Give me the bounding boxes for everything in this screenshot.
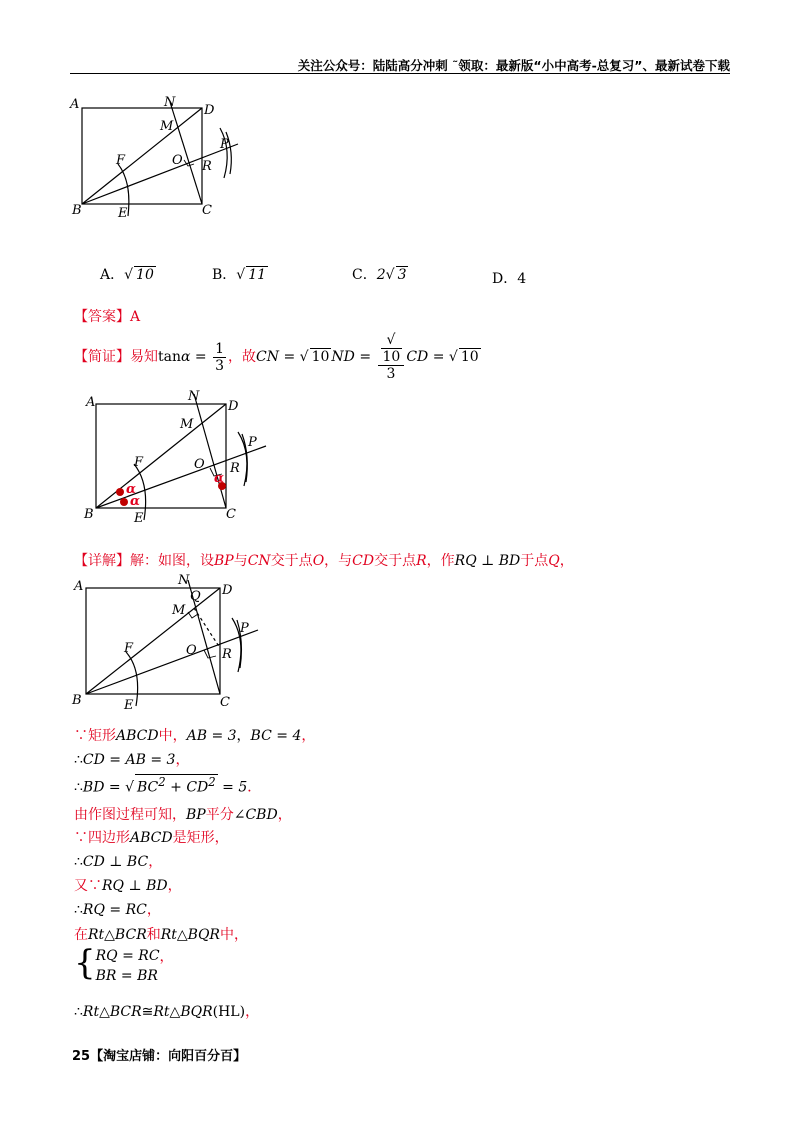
figure-1 [60,92,260,222]
fig1-label-o: O [172,153,183,168]
fig2-label-f: F [134,455,144,470]
proof-line-8: ∴RQ = RC， [74,902,161,918]
fig1-label-c: C [202,203,212,218]
option-a: A．√ 10 [100,267,154,283]
proof-line-10: { RQ = RC BR = BR ， [74,943,174,984]
fig3-label-m: M [172,603,186,618]
fig2-alpha-1: α [126,482,137,497]
fig1-label-f: F [116,153,126,168]
fig2-label-a: A [86,395,96,410]
detail-line: 【详解】解：如图，设BP与CN交于点O，与CD交于点R，作RQ ⊥ BD于点Q， [74,553,574,569]
proof-line-2: ∴CD = AB = 3， [74,752,190,768]
fig2-alpha-3: α [214,471,225,486]
fig3-label-p: P [240,621,249,636]
proof-line-1: ∵矩形ABCD中，AB = 3，BC = 4， [74,728,316,744]
answer-line: 【答案】A [74,309,141,325]
fig3-label-c: C [220,695,230,710]
fig1-label-r: R [202,159,212,174]
line-bp [82,144,238,204]
fig3-label-b: B [72,693,82,708]
proof-line-9: 在Rt△BCR和Rt△BQR中， [74,927,248,943]
brief-proof-line: 【简证】易知tanα = $\frac{1}{3}$ ，故CN = √ 10 ND = √ 10 3 CD = √ 10 [74,332,479,382]
figure-2 [80,390,280,525]
header-rule [70,73,730,74]
proof-line-4: 由作图过程可知，BP平分∠CBD， [74,807,292,823]
proof-line-7: 又∵RQ ⊥ BD， [74,878,182,894]
option-d: D．4 [492,271,527,287]
shop-name: 【淘宝店铺：向阳百分百】 [90,1049,247,1064]
fig1-label-p: P [220,137,229,152]
arc-p [220,128,227,178]
proof-line-11: ∴Rt△BCR≅Rt△BQR(HL)， [74,1004,260,1020]
page-footer [72,1045,246,1064]
fig1-label-m: M [160,119,174,134]
fig2-alpha-2: α [130,494,141,509]
fig3-label-r: R [222,647,232,662]
fig1-label-a: A [70,97,80,112]
fig3-label-d: D [222,583,233,598]
figure-3 [60,572,270,712]
fig2-label-r: R [230,461,240,476]
fig1-label-e: E [118,206,128,221]
option-c: C．2√ 3 [352,267,407,283]
fig1-label-d: D [204,103,215,118]
fig3-label-q: Q [190,589,201,604]
option-b: B．√ 11 [212,267,267,283]
fig1-label-n: N [164,95,176,110]
fig2-label-e: E [134,511,144,525]
fig2-label-c: C [226,507,236,522]
page-header: 关注公众号：陆陆高分冲刺 ˜领取：最新版“小中高考-总复习”、最新试卷下载 [297,58,730,73]
fig2-label-p: P [248,435,257,450]
page-number: 25 [72,1049,91,1064]
fig2-label-o: O [194,457,205,472]
fig2-label-b: B [84,507,94,522]
fig3-label-e: E [124,698,134,712]
diagonal-bd [82,108,202,204]
fig2-label-n: N [188,390,200,404]
fig3-label-n: N [178,573,190,588]
proof-line-6: ∴CD ⊥ BC， [74,854,163,870]
proof-line-3: ∴BD = √ $BC^2 + CD^2 = 5$． [74,775,262,796]
fig3-label-o: O [186,643,197,658]
fig1-label-b: B [72,203,82,218]
fig3-label-a: A [74,579,84,594]
fig3-label-f: F [124,641,134,656]
fig2-label-d: D [228,399,239,414]
fig2-label-m: M [180,417,194,432]
proof-line-5: ∵四边形ABCD是矩形， [74,830,229,846]
